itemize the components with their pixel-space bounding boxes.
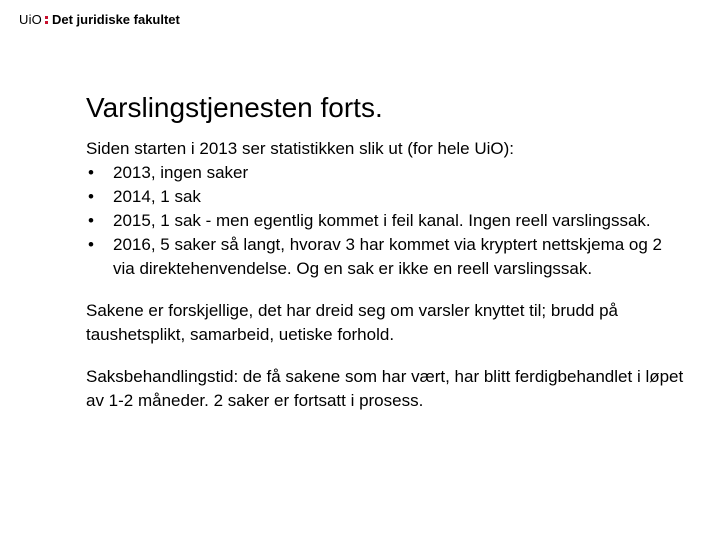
logo-uio-text: UiO <box>19 12 42 27</box>
bullet-icon: • <box>88 235 94 254</box>
uio-logo <box>19 11 180 29</box>
list-item-text: 2014, 1 sak <box>113 187 201 206</box>
list-item <box>86 185 686 209</box>
list-item <box>86 161 686 185</box>
list-item-text: 2015, 1 sak - men egentlig kommet i feil kanal. Ingen reell varslingssak. <box>113 211 651 230</box>
list-item <box>86 233 686 281</box>
statistics-list <box>86 161 686 281</box>
bullet-icon: • <box>88 211 94 230</box>
list-item-text: 2013, ingen saker <box>113 163 249 182</box>
logo-separator-icon <box>45 13 48 27</box>
intro-text: Siden starten i 2013 ser statistikken slik ut (for hele UiO): <box>86 139 515 158</box>
bullet-icon: • <box>88 187 94 206</box>
slide-content <box>86 137 686 431</box>
bullet-icon: • <box>88 163 94 182</box>
list-item <box>86 209 686 233</box>
cases-paragraph: Sakene er forskjellige, det har dreid seg om varsler knyttet til; brudd på taushetsplikt, samarbeid, uetiske forhold. <box>86 301 618 344</box>
logo-faculty-text: Det juridiske fakultet <box>52 12 180 27</box>
list-item-text: 2016, 5 saker så langt, hvorav 3 har kommet via kryptert nettskjema og 2 via direktehenvendelse. Og en sak er ikke en reell varslingssak. <box>113 235 662 278</box>
processing-time-paragraph: Saksbehandlingstid: de få sakene som har vært, har blitt ferdigbehandlet i løpet av 1-2 måneder. 2 saker er fortsatt i prosess. <box>86 367 684 410</box>
slide-title: Varslingstjenesten forts. <box>86 92 383 123</box>
